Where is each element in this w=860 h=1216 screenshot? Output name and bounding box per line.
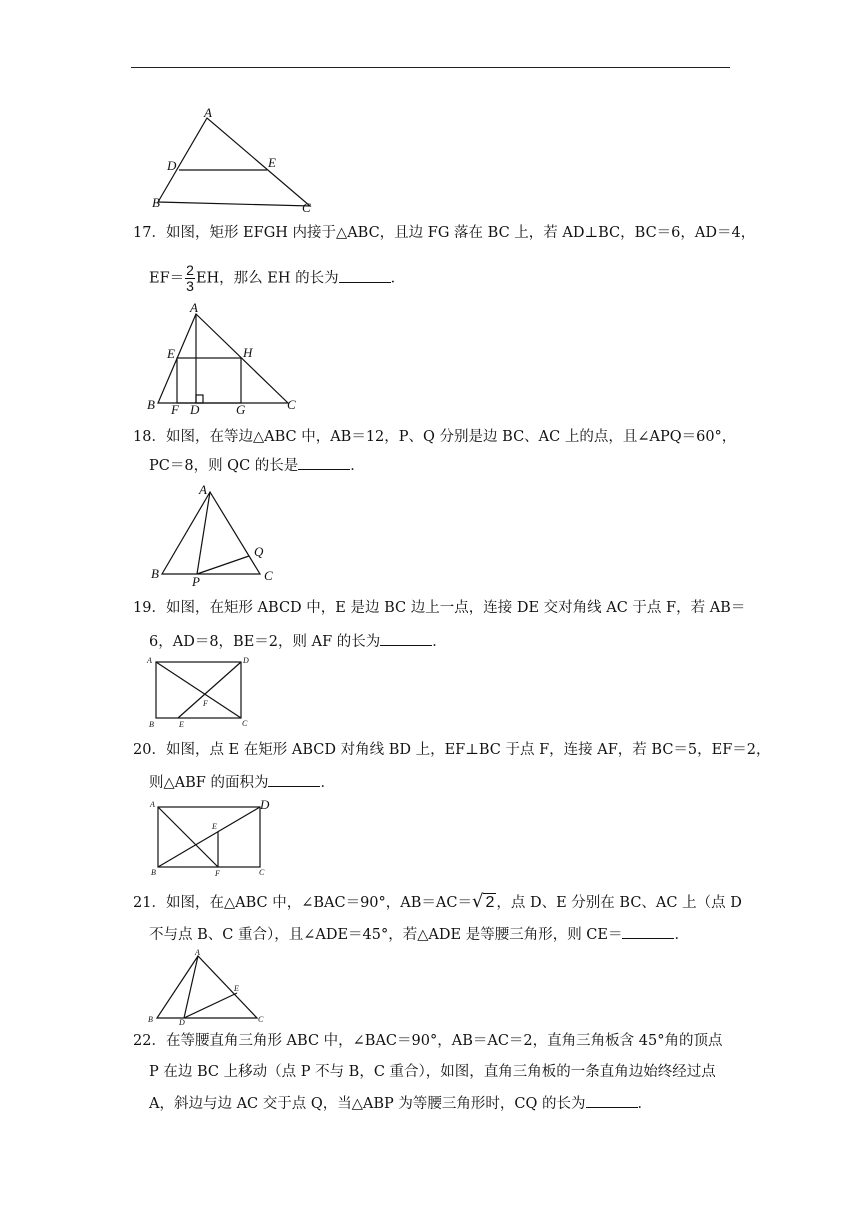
- label-c: C: [242, 719, 248, 728]
- label-d: D: [167, 158, 177, 173]
- problem-22-line-3: [149, 1093, 652, 1114]
- problem-20-line-2: [149, 772, 335, 793]
- header-rule: [131, 67, 730, 68]
- label-b: B: [149, 720, 154, 729]
- problem-20-line-1: 20．如图，点 E 在矩形 ABCD 对角线 BD 上，EF⊥BC 于点 F，连接 AF，若 BC＝5，EF＝2，: [133, 742, 771, 758]
- answer-blank-18: [298, 455, 350, 470]
- problem-21-text-a: 21．如图，在△ABC 中，∠BAC＝90°，AB＝AC＝: [133, 895, 472, 911]
- triangle-abc: [157, 956, 257, 1018]
- sqrt-symbol: √: [471, 891, 484, 912]
- label-b: B: [148, 1015, 153, 1024]
- diagonal-ac: [156, 662, 241, 718]
- figure-19-rectangle: [144, 654, 264, 734]
- figure-17-rectangle-in-triangle: [144, 300, 314, 418]
- problem-17-text-a: EF＝: [149, 270, 185, 287]
- label-a: A: [190, 300, 198, 315]
- label-a: A: [150, 800, 155, 809]
- label-e: E: [212, 822, 217, 831]
- label-d: D: [190, 402, 200, 417]
- label-b: B: [147, 397, 155, 412]
- answer-blank-17: [339, 268, 391, 283]
- segment-ap: [197, 492, 210, 574]
- answer-blank-19: [380, 631, 432, 646]
- label-a: A: [199, 482, 207, 497]
- problem-19-line-1: 19．如图，在矩形 ABCD 中，E 是边 BC 边上一点，连接 DE 交对角线 AC 于点 F，若 AB＝: [133, 600, 746, 616]
- answer-blank-21: [622, 924, 674, 939]
- label-a: A: [147, 656, 152, 665]
- problem-18-end: ．: [350, 458, 365, 474]
- label-c: C: [258, 1015, 264, 1024]
- problem-21-end: ．: [674, 927, 689, 943]
- label-h: H: [243, 345, 253, 360]
- label-f: F: [203, 699, 208, 708]
- label-f: F: [215, 869, 220, 878]
- fraction-numerator: 2: [186, 262, 194, 278]
- problem-19-text: 6，AD＝8，BE＝2，则 AF 的长为: [149, 634, 381, 650]
- problem-20-text: 则△ABF 的面积为: [149, 775, 269, 791]
- label-d: D: [243, 656, 249, 665]
- problem-17-line-2: [149, 263, 405, 294]
- problem-17-text-b: EH，那么 EH 的长为: [195, 270, 339, 287]
- segment-de: [178, 662, 241, 718]
- figure-20-rectangle: [146, 797, 280, 879]
- rectangle-efgh: [177, 358, 241, 403]
- answer-blank-22: [586, 1093, 638, 1108]
- label-a: A: [195, 948, 200, 957]
- label-b: B: [152, 195, 160, 210]
- segment-ad: [184, 956, 198, 1018]
- problem-19-line-2: [149, 631, 447, 652]
- problem-18-text: PC＝8，则 QC 的长是: [149, 458, 299, 474]
- label-b: B: [151, 566, 159, 581]
- problem-20-end: ．: [320, 775, 335, 791]
- figure-18-equilateral-triangle: [148, 482, 288, 588]
- segment-de: [184, 993, 237, 1018]
- label-e: E: [179, 720, 184, 729]
- label-d: D: [260, 797, 270, 812]
- problem-17-line-1: 17．如图，矩形 EFGH 内接于△ABC，且边 FG 落在 BC 上，若 AD⊥BC，BC＝6，AD＝4，: [133, 225, 756, 241]
- problem-22-end: ．: [637, 1096, 652, 1112]
- triangle-abc: [162, 492, 260, 574]
- fraction-denominator: 3: [186, 278, 194, 294]
- sqrt-value: 2: [485, 894, 495, 911]
- label-p: P: [192, 574, 200, 589]
- label-c: C: [302, 200, 311, 215]
- triangle-abc: [158, 118, 310, 206]
- fraction-two-thirds: [185, 263, 195, 294]
- problem-19-end: ．: [432, 634, 447, 650]
- figure-16-triangle: [150, 104, 320, 216]
- problem-22-line-2: P 在边 BC 上移动（点 P 不与 B，C 重合），如图，直角三角板的一条直角边始终经过点: [149, 1064, 716, 1080]
- problem-21-text-b: ，点 D、E 分别在 BC、AC 上（点 D: [496, 895, 742, 911]
- answer-blank-20: [268, 772, 320, 787]
- problem-22-line-1: 22．在等腰直角三角形 ABC 中，∠BAC＝90°，AB＝AC＝2，直角三角板含 45°角的顶点: [133, 1033, 723, 1049]
- problem-21-text: 不与点 B、C 重合），且∠ADE＝45°，若△ADE 是等腰三角形，则 CE＝: [149, 927, 623, 943]
- problem-21-line-2: [149, 924, 689, 945]
- problem-22-text: A，斜边与边 AC 交于点 Q，当△ABP 为等腰三角形时，CQ 的长为: [149, 1096, 586, 1112]
- figure-21-right-isosceles-triangle: [144, 944, 269, 1028]
- label-c: C: [259, 868, 265, 877]
- problem-18-line-2: [149, 455, 365, 476]
- problem-17-end: ．: [390, 270, 406, 287]
- segment-pq: [197, 556, 249, 574]
- label-e: E: [234, 984, 239, 993]
- label-a: A: [204, 105, 212, 120]
- label-q: Q: [254, 544, 264, 559]
- label-g: G: [236, 402, 246, 417]
- label-e: E: [268, 155, 276, 170]
- label-c: C: [264, 568, 273, 583]
- problem-21-line-1: [133, 892, 742, 913]
- label-f: F: [171, 402, 179, 417]
- problem-18-line-1: 18．如图，在等边△ABC 中，AB＝12，P、Q 分别是边 BC、AC 上的点，且∠APQ＝60°，: [133, 429, 737, 445]
- label-e: E: [167, 346, 175, 361]
- label-c: C: [287, 397, 296, 412]
- label-b: B: [151, 868, 156, 877]
- label-d: D: [179, 1018, 185, 1027]
